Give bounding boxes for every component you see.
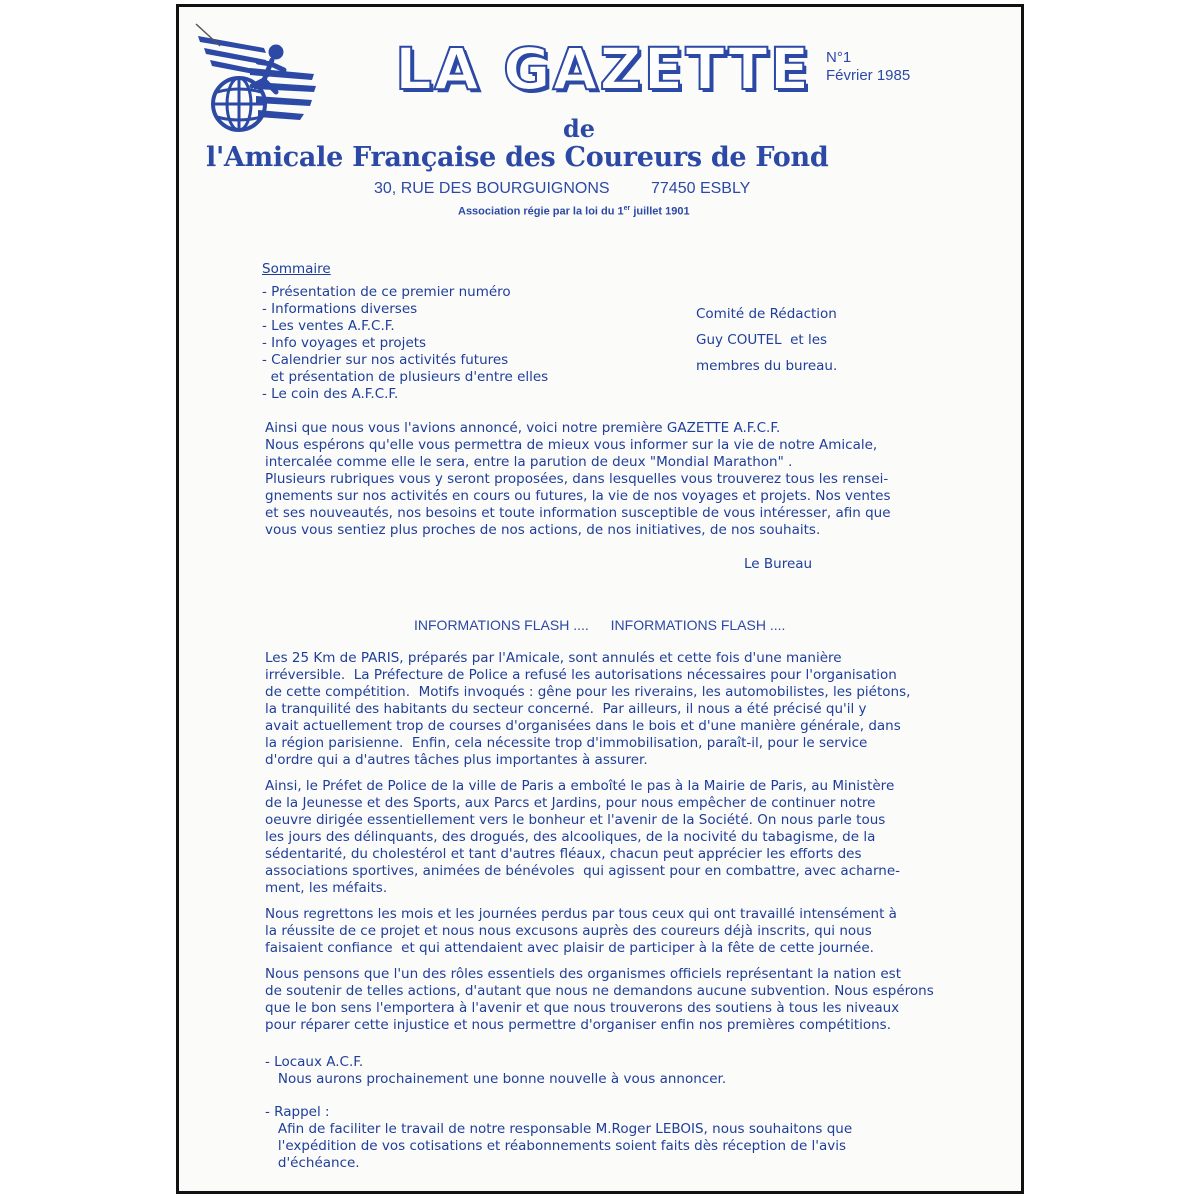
issue-number: N°1 bbox=[826, 49, 852, 66]
sommaire-item: - Présentation de ce premier numéro bbox=[262, 284, 511, 300]
text-line: Plusieurs rubriques vous y seront proposées, dans lesquelles vous trouverez tous les rensei- bbox=[265, 471, 889, 487]
article-paragraph-1 bbox=[265, 650, 910, 769]
text-line: Nous pensons que l'un des rôles essentiels des organismes officiels représentant la nation est bbox=[265, 966, 902, 982]
article-paragraph-4 bbox=[265, 966, 934, 1034]
text-line: intercalée comme elle le sera, entre la parution de deux "Mondial Marathon" . bbox=[265, 454, 793, 470]
text-line: de cette compétition. Motifs invoqués : gêne pour les riverains, les automobilistes, les piétons, bbox=[265, 684, 911, 700]
sommaire-item: - Calendrier sur nos activités futures bbox=[262, 352, 509, 368]
text-line: Nous aurons prochainement une bonne nouvelle à vous annoncer. bbox=[265, 1071, 727, 1087]
text-line: la réussite de ce projet et nous nous excusons auprès des coureurs déjà inscrits, qui nous bbox=[265, 923, 872, 939]
address-street: 30, RUE DES BOURGUIGNONS bbox=[374, 180, 610, 197]
text-line: Nous regrettons les mois et les journées perdus par tous ceux qui ont travaillé intensément à bbox=[265, 906, 897, 922]
text-line: d'échéance. bbox=[265, 1155, 360, 1171]
text-line: Ainsi, le Préfet de Police de la ville de Paris a emboîté le pas à la Mairie de Paris, au Ministère bbox=[265, 778, 895, 794]
sommaire-item: - Informations diverses bbox=[262, 301, 418, 317]
text-line: - Locaux A.C.F. bbox=[265, 1054, 364, 1070]
legal-notice: Association régie par la loi du 1er juillet 1901 bbox=[458, 205, 690, 218]
comite-line: Comité de Rédaction bbox=[696, 306, 837, 322]
text-line: Les 25 Km de PARIS, préparés par l'Amicale, sont annulés et cette fois d'une manière bbox=[265, 650, 842, 666]
rappel-section bbox=[265, 1104, 852, 1172]
issue-info bbox=[826, 49, 910, 85]
text-line: ment, les méfaits. bbox=[265, 880, 388, 896]
text-line: de la Jeunesse et des Sports, aux Parcs et Jardins, pour nous empêcher de continuer notre bbox=[265, 795, 876, 811]
text-line: d'ordre qui a d'autres tâches plus importantes à assurer. bbox=[265, 752, 648, 768]
text-line: vous vous sentiez plus proches de nos actions, de nos initiatives, de nos souhaits. bbox=[265, 522, 821, 538]
text-line: oeuvre dirigée essentiellement vers le bonheur et l'avenir de la Société. On nous parle tous bbox=[265, 812, 886, 828]
text-line: Ainsi que nous vous l'avions annoncé, voici notre première GAZETTE A.F.C.F. bbox=[265, 420, 781, 436]
flash-label: INFORMATIONS FLASH .... bbox=[610, 617, 786, 633]
text-line: Afin de faciliter le travail de notre responsable M.Roger LEBOIS, nous souhaitons que bbox=[265, 1121, 853, 1137]
association-name: l'Amicale Française des Coureurs de Fond bbox=[206, 142, 829, 173]
article-paragraph-2 bbox=[265, 778, 900, 897]
text-line: gnements sur nos activités en cours ou futures, la vie de nos voyages et projets. Nos ventes bbox=[265, 488, 891, 504]
text-line: de soutenir de telles actions, d'autant que nous ne demandons aucune subvention. Nous espérons bbox=[265, 983, 934, 999]
comite-line: membres du bureau. bbox=[696, 358, 838, 374]
text-line: que le bon sens l'emportera à l'avenir et que nous trouverons des soutiens à tous les niveaux bbox=[265, 1000, 900, 1016]
text-line: avait actuellement trop de courses d'organisées dans le bois et d'une manière générale, dans bbox=[265, 718, 901, 734]
issue-date: Février 1985 bbox=[826, 67, 911, 84]
text-line: faisaient confiance et qui attendaient avec plaisir de participer à la fête de cette journée. bbox=[265, 940, 874, 956]
text-line: - Rappel : bbox=[265, 1104, 330, 1120]
flash-label: INFORMATIONS FLASH .... bbox=[414, 617, 589, 633]
text-line: et ses nouveautés, nos besoins et toute information susceptible de vous intéresser, afin que bbox=[265, 505, 891, 521]
text-line: irréversible. La Préfecture de Police a refusé les autorisations nécessaires pour l'organisation bbox=[265, 667, 897, 683]
locaux-section bbox=[265, 1054, 726, 1088]
text-line: la tranquilité des habitants du secteur concerné. Par ailleurs, il nous a été précisé qu'il y bbox=[265, 701, 867, 717]
sommaire-item: et présentation de plusieurs d'entre elles bbox=[262, 369, 549, 385]
runner-globe-logo bbox=[194, 22, 318, 140]
text-line: les jours des délinquants, des drogués, des alcooliques, de la nocivité du tabagisme, de la bbox=[265, 829, 876, 845]
text-line: associations sportives, animées de bénévoles qui agissent pour en combattre, avec acharne- bbox=[265, 863, 900, 879]
text-line: la région parisienne. Enfin, cela nécessite trop d'immobilisation, paraît-il, pour le service bbox=[265, 735, 868, 751]
title-de: de bbox=[563, 114, 596, 143]
gazette-title: LA GAZETTE bbox=[395, 35, 812, 103]
text-line: pour réparer cette injustice et nous permettre d'organiser enfin nos premières compétitions. bbox=[265, 1017, 892, 1033]
text-line: l'expédition de vos cotisations et réabonnements soient faits dès réception de l'avis bbox=[265, 1138, 847, 1154]
signature-bureau: Le Bureau bbox=[744, 556, 813, 572]
text-line: sédentarité, du cholestérol et tant d'autres fléaux, chacun peut apprécier les efforts des bbox=[265, 846, 862, 862]
comite-redaction bbox=[696, 301, 837, 379]
text-line: Nous espérons qu'elle vous permettra de mieux vous informer sur la vie de notre Amicale, bbox=[265, 437, 878, 453]
sommaire-list bbox=[262, 284, 548, 403]
sommaire-item: - Info voyages et projets bbox=[262, 335, 427, 351]
article-paragraph-3 bbox=[265, 906, 897, 957]
flash-heading bbox=[414, 617, 803, 633]
address-city: 77450 ESBLY bbox=[651, 180, 751, 197]
comite-line: Guy COUTEL et les bbox=[696, 332, 828, 348]
intro-paragraph bbox=[265, 420, 891, 539]
sommaire-title: Sommaire bbox=[262, 261, 331, 277]
sommaire-item: - Le coin des A.F.C.F. bbox=[262, 386, 399, 402]
sommaire-item: - Les ventes A.F.C.F. bbox=[262, 318, 395, 334]
